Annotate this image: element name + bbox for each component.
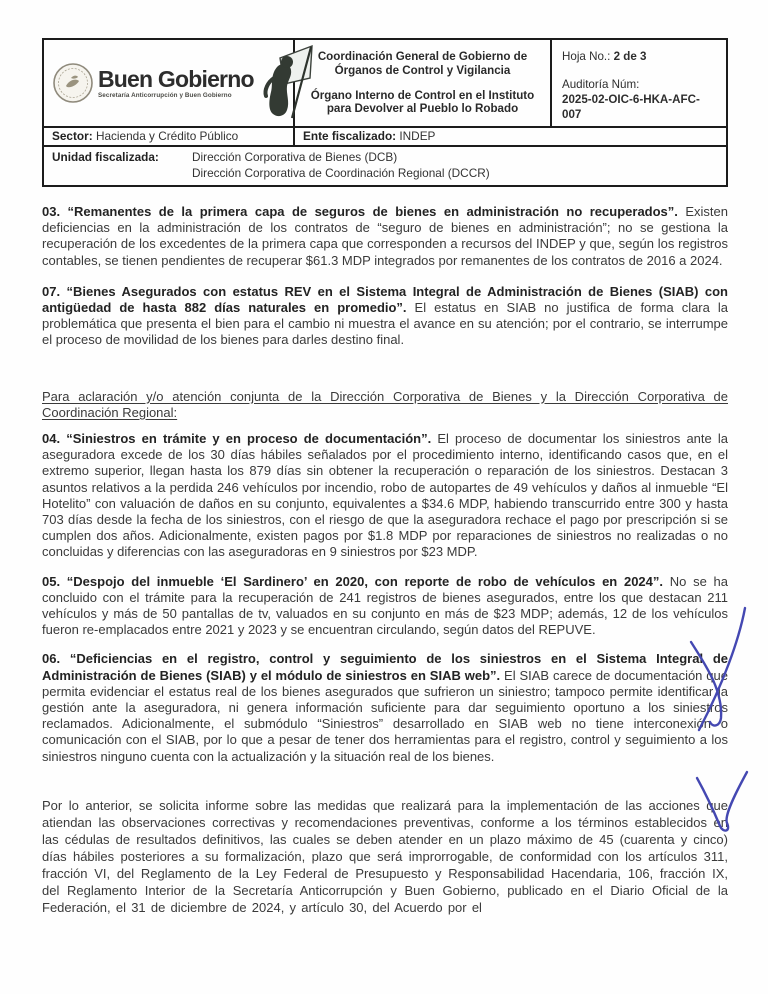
brand-name: Buen Gobierno: [98, 66, 254, 92]
paragraph-06-title: 06. “Deficiencias en el registro, control y seguimiento de los siniestros en el Sistema Integral de Administración de Bienes (SIAB) y el módulo de siniestros en SIAB web”.: [42, 651, 728, 683]
header-row-titles: [44, 40, 726, 126]
page-audit-info: [552, 40, 726, 126]
paragraph-03: [42, 204, 728, 269]
hoja-label: Hoja No.:: [562, 50, 611, 63]
auditoria-value: 2025-02-OIC-6-HKA-AFC-007: [562, 93, 700, 121]
auditoria-label: Auditoría Núm:: [562, 78, 640, 91]
unidad-label: Unidad fiscalizada:: [52, 150, 159, 164]
header-row-sector: [44, 126, 726, 145]
sector-label: Sector:: [52, 129, 93, 143]
paragraph-07-title: 07. “Bienes Asegurados con estatus REV en el Sistema Integral de Administración de Bienes (SIAB) con antigüedad de hasta 882 días naturales en promedio”.: [42, 283, 728, 316]
paragraph-07-text: El estatus en SIAB no justifica de forma clara la problemática que presenta el bien para el cambio ni muestra el avance en su atención; por el contrario, se interrumpe el proceso de movilidad de los bienes para darles destino final.: [42, 300, 728, 348]
paragraph-04-text: El proceso de documentar los siniestros ante la aseguradora excede de los 30 días hábiles señalados por el procedimiento interno, identificando casos que, en el extremo superior, llegan hasta los 879 días sin obtener la recuperación o reparación de los siniestros. Destacan 3 asuntos relativos a la perdida 246 vehículos por incendio, robo de autopartes de 49 vehículos y daños al inmueble “El Hotelito” con valuación de daños en su conjunto, equivalentes a $34.6 MDP, habiendo transcurrido entre 300 y hasta 703 días desde la fecha de los siniestros, con el riesgo de que la aseguradora rechace el pago por prescripción si se cumplen dos años. Adicionalmente, existen pagos por $1.8 MDP por reparaciones de siniestros no realizadas o no concluidas y diferencias con las aseguradoras en 9 siniestros por $23 MDP.: [42, 431, 728, 560]
header-row-unidad: [44, 145, 726, 185]
ente-label: Ente fiscalizado:: [303, 129, 397, 143]
paragraph-05-text: No se ha concluido con el trámite para la recuperación de 241 registros de bienes asegurados, entre los que destacan 211 vehículos y más de 50 pantallas de tv, valuados en su conjunto en más de $23 MDP; además, 12 de los vehículos fueron re-emplacados entre 2021 y 2023 y se encuentran circulando, según datos del REPUVE.: [42, 573, 728, 638]
paragraph-06-text: El SIAB carece de documentación que permita evidenciar el estatus real de los bienes asegurados que sufrieron un siniestro; tampoco permite identificar la gestión ante la aseguradora, ni genera información suficiente para dar seguimiento oportuno a los siniestros reclamados. Adicionalmente, el submódulo “Siniestros” desarrollado en SIAB web no tiene interconexión o comunicación con el SIAB, por lo que a pesar de tener dos herramientas para el registro, control y seguimiento a los siniestros ninguno cuenta con la actualización y la situación real de los bienes.: [42, 667, 728, 764]
org-title-1: Coordinación General de Gobierno de Órganos de Control y Vigilancia: [317, 49, 528, 77]
sector-cell: [44, 128, 295, 145]
mexico-eagle-seal-icon: [52, 62, 94, 104]
unidad-value-1: Dirección Corporativa de Bienes (DCB): [192, 150, 398, 164]
logo: [44, 40, 295, 126]
hoja-line: [562, 50, 718, 63]
closing-paragraph: Por lo anterior, se solicita informe sobre las medidas que realizará para la implementación de las acciones que atiendan las observaciones correctivas y recomendaciones preventivas, conforme a los términos establecidos en las cédulas de resultados definitivos, las cuales se deben atender en un plazo máximo de 45 (cuarenta y cinco) días hábiles posteriores a su formalización, plazo que será improrrogable, de conformidad con los artículos 311, fracción VI, del Reglamento de la Ley Federal de Presupuesto y Responsabilidad Hacendaria, 106, fracción IX, del Reglamento Interior de la Secretaría Anticorrupción y Buen Gobierno, publicado en el Diario Oficial de la Federación, el 31 de diciembre de 2024, y artículo 30, del Acuerdo por el: [42, 797, 728, 915]
ente-cell: [295, 128, 726, 145]
ente-value: INDEP: [399, 129, 436, 143]
unidad-value-2: Dirección Corporativa de Coordinación Regional (DCCR): [192, 166, 490, 180]
hoja-value: 2 de 3: [613, 50, 647, 63]
document-body: [42, 204, 728, 916]
auditoria-line: [562, 77, 718, 122]
pen-checkmark-icon: [683, 606, 753, 736]
paragraph-03-text: Existen deficiencias en la administración de los contratos de “seguro de bienes en administración”; no se gestiona la recuperación de los excedentes de la primera capa que corresponden a recursos del INDEP y que, según los registros contables, se tienen pendientes de recuperar $61.3 MDP integrados por remanentes de los contratos de 2016 a 2024.: [42, 204, 728, 268]
paragraph-06: [42, 651, 728, 764]
sector-value: Hacienda y Crédito Público: [95, 129, 239, 143]
unidad-values: [192, 149, 720, 181]
header-table: [42, 38, 728, 187]
brand-text: [98, 67, 254, 99]
brand-subtitle: Secretaría Anticorrupción y Buen Gobierno: [98, 92, 232, 99]
org-titles: [295, 40, 552, 126]
paragraph-04: [42, 431, 728, 561]
paragraph-04-title: 04. “Siniestros en trámite y en proceso de documentación”.: [42, 431, 432, 447]
paragraph-03-title: 03. “Remanentes de la primera capa de seguros de bienes en administración no recuperados”.: [42, 204, 678, 219]
paragraph-05-title: 05. “Despojo del inmueble ‘El Sardinero’ en 2020, con reporte de robo de vehículos en 2024”.: [42, 573, 664, 589]
paragraph-05: [42, 574, 728, 639]
paragraph-07: [42, 284, 728, 349]
section-heading: Para aclaración y/o atención conjunta de la Dirección Corporativa de Bienes y la Dirección Corporativa de Coordinación Regional:: [42, 388, 728, 420]
org-title-2: Órgano Interno de Control en el Instituto para Devolver al Pueblo lo Robado: [310, 88, 535, 116]
pen-checkmark-icon: [693, 768, 753, 840]
